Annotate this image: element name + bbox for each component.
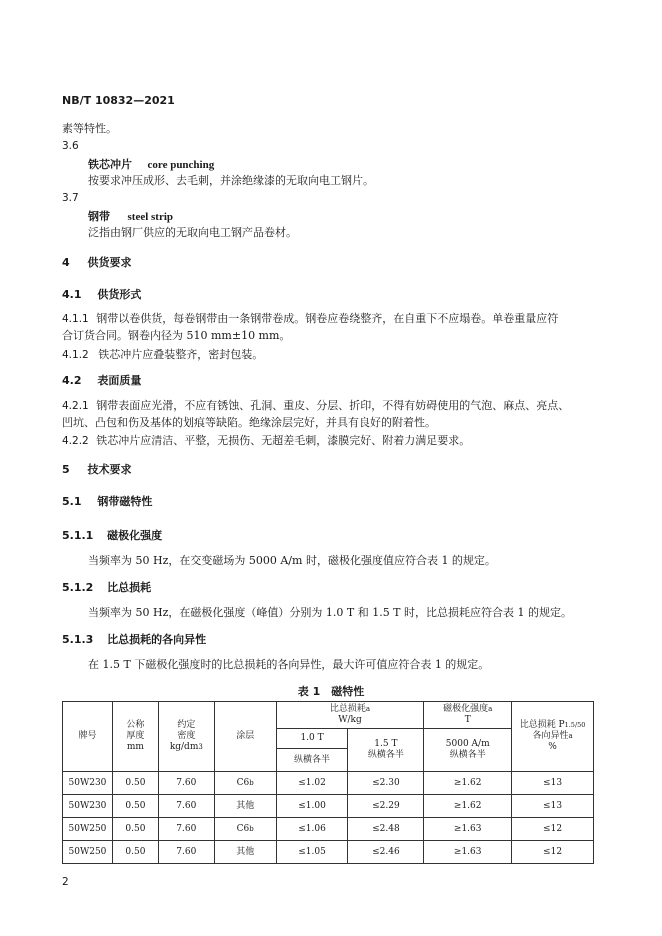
para-text: 钢带以卷供货，每卷钢带由一条钢带卷成。钢卷应卷绕整齐，在自重下不应塌卷。单卷重量应符	[96, 312, 559, 325]
header-1-5T: 1.5 T 纵横各半	[348, 729, 424, 772]
cell-grade: 50W230	[63, 795, 113, 818]
heading-title: 比总损耗的各向异性	[107, 633, 207, 646]
para-text: 钢带表面应光滑，不应有锈蚀、孔洞、重皮、分层、折印，不得有妨碍使用的气泡、麻点、亮点、	[96, 399, 570, 412]
table-row	[63, 772, 594, 795]
cell-polarization: ≥1.63	[424, 841, 512, 864]
header-1-0T: 1.0 T	[276, 729, 348, 749]
cell-anisotropy: ≤13	[512, 772, 594, 795]
heading-5-1-2	[62, 579, 151, 595]
table-row	[63, 841, 594, 864]
term-en: core punching	[147, 159, 215, 171]
heading-title: 比总损耗	[107, 581, 152, 594]
magnetic-properties-table	[62, 701, 594, 864]
cell-thickness: 0.50	[112, 795, 158, 818]
clause-number-3-6: 3.6	[62, 140, 79, 152]
heading-5-1	[62, 493, 152, 509]
header-1-0T-direction: 纵横各半	[276, 749, 348, 772]
heading-number: 5	[62, 463, 70, 476]
cell-loss-1-5T: ≤2.29	[348, 795, 424, 818]
cell-loss-1-0T: ≤1.06	[276, 818, 348, 841]
cell-polarization: ≥1.63	[424, 818, 512, 841]
cell-anisotropy: ≤13	[512, 795, 594, 818]
heading-number: 4.2	[62, 374, 82, 387]
term-cn: 铁芯冲片	[88, 158, 132, 171]
heading-title: 表面质量	[97, 374, 142, 387]
para-4-1-2	[62, 346, 263, 362]
cell-thickness: 0.50	[112, 772, 158, 795]
cell-density: 7.60	[158, 841, 214, 864]
term-cn: 钢带	[88, 210, 110, 223]
cell-loss-1-5T: ≤2.30	[348, 772, 424, 795]
heading-number: 4.1	[62, 288, 82, 301]
cell-density: 7.60	[158, 795, 214, 818]
heading-5	[62, 461, 132, 477]
heading-number: 5.1.2	[62, 581, 94, 594]
clause-number: 4.2.1	[62, 400, 89, 412]
heading-number: 5.1.3	[62, 633, 94, 646]
header-specific-loss: 比总损耗$^a$ W/kg	[276, 702, 424, 729]
heading-title: 钢带磁特性	[97, 495, 153, 508]
cell-coating: C6$^b$	[214, 772, 276, 795]
term-en: steel strip	[127, 211, 174, 223]
term-core-punching	[88, 156, 214, 172]
para-5-1-2: 当频率为 50 Hz，在磁极化强度（峰值）分别为 1.0 T 和 1.5 T 时，比总损耗应符合表 1 的规定。	[88, 606, 573, 619]
heading-title: 供货形式	[97, 288, 142, 301]
para-4-1-1-line2: 合订货合同。钢卷内径为 510 mm±10 mm。	[62, 329, 291, 342]
table-row	[63, 818, 594, 841]
para-5-1-3: 在 1.5 T 下磁极化强度时的比总损耗的各向异性，最大许可值应符合表 1 的规定。	[88, 658, 490, 671]
clause-number: 4.1.2	[62, 349, 89, 361]
cell-thickness: 0.50	[112, 841, 158, 864]
header-anisotropy: 比总损耗 P1.5/50 各向异性$^a$ %	[512, 702, 594, 772]
cell-polarization: ≥1.62	[424, 772, 512, 795]
cell-grade: 50W250	[63, 818, 113, 841]
definition-steel-strip: 泛指由钢厂供应的无取向电工钢产品卷材。	[88, 226, 297, 239]
table-caption: 表 1 磁特性	[297, 685, 365, 698]
cell-polarization: ≥1.62	[424, 795, 512, 818]
heading-5-1-1	[62, 527, 162, 543]
cell-loss-1-5T: ≤2.46	[348, 841, 424, 864]
cell-coating: 其他	[214, 841, 276, 864]
header-grade: 牌号	[63, 702, 113, 772]
table-row	[63, 795, 594, 818]
heading-4-1	[62, 286, 141, 302]
header-polarization: 磁极化强度$^a$ T	[424, 702, 512, 729]
header-5000Am: 5000 A/m 纵横各半	[424, 729, 512, 772]
para-text: 铁芯冲片应清洁、平整，无损伤、无超差毛刺，漆膜完好、附着力满足要求。	[96, 434, 471, 447]
cell-loss-1-0T: ≤1.05	[276, 841, 348, 864]
cell-loss-1-0T: ≤1.00	[276, 795, 348, 818]
continuation-text: 素等特性。	[62, 122, 117, 135]
cell-grade: 50W250	[63, 841, 113, 864]
cell-coating: C6$^b$	[214, 818, 276, 841]
header-thickness: 公称 厚度 mm	[112, 702, 158, 772]
heading-title: 技术要求	[87, 463, 132, 476]
term-steel-strip	[88, 208, 173, 224]
heading-title: 供货要求	[87, 256, 132, 269]
heading-number: 5.1	[62, 495, 82, 508]
heading-number: 4	[62, 256, 70, 269]
para-4-1-1-line1	[62, 310, 558, 326]
clause-number-3-7: 3.7	[62, 192, 79, 204]
header-coating: 涂层	[214, 702, 276, 772]
cell-loss-1-5T: ≤2.48	[348, 818, 424, 841]
cell-coating: 其他	[214, 795, 276, 818]
para-5-1-1: 当频率为 50 Hz，在交变磁场为 5000 A/m 时，磁极化强度值应符合表 1 的规定。	[88, 554, 496, 567]
cell-anisotropy: ≤12	[512, 841, 594, 864]
definition-core-punching: 按要求冲压成形、去毛刺，并涂绝缘漆的无取向电工钢片。	[88, 174, 374, 187]
header-density: 约定 密度 $kg/dm^3$	[158, 702, 214, 772]
clause-number: 4.1.1	[62, 313, 89, 325]
cell-anisotropy: ≤12	[512, 818, 594, 841]
cell-density: 7.60	[158, 772, 214, 795]
heading-5-1-3	[62, 631, 206, 647]
heading-number: 5.1.1	[62, 529, 94, 542]
cell-grade: 50W230	[63, 772, 113, 795]
para-4-2-2	[62, 432, 470, 448]
cell-thickness: 0.50	[112, 818, 158, 841]
heading-title: 磁极化强度	[107, 529, 163, 542]
heading-4-2	[62, 372, 141, 388]
cell-loss-1-0T: ≤1.02	[276, 772, 348, 795]
para-4-2-1-line1	[62, 397, 569, 413]
page-number: 2	[62, 876, 69, 888]
document-id: NB/T 10832—2021	[62, 94, 175, 107]
heading-4	[62, 254, 132, 270]
para-4-2-1-line2: 凹坑、凸包和伤及基体的划痕等缺陷。绝缘涂层完好，并具有良好的附着性。	[62, 416, 436, 429]
cell-density: 7.60	[158, 818, 214, 841]
para-text: 铁芯冲片应叠装整齐，密封包装。	[98, 348, 264, 361]
clause-number: 4.2.2	[62, 435, 89, 447]
